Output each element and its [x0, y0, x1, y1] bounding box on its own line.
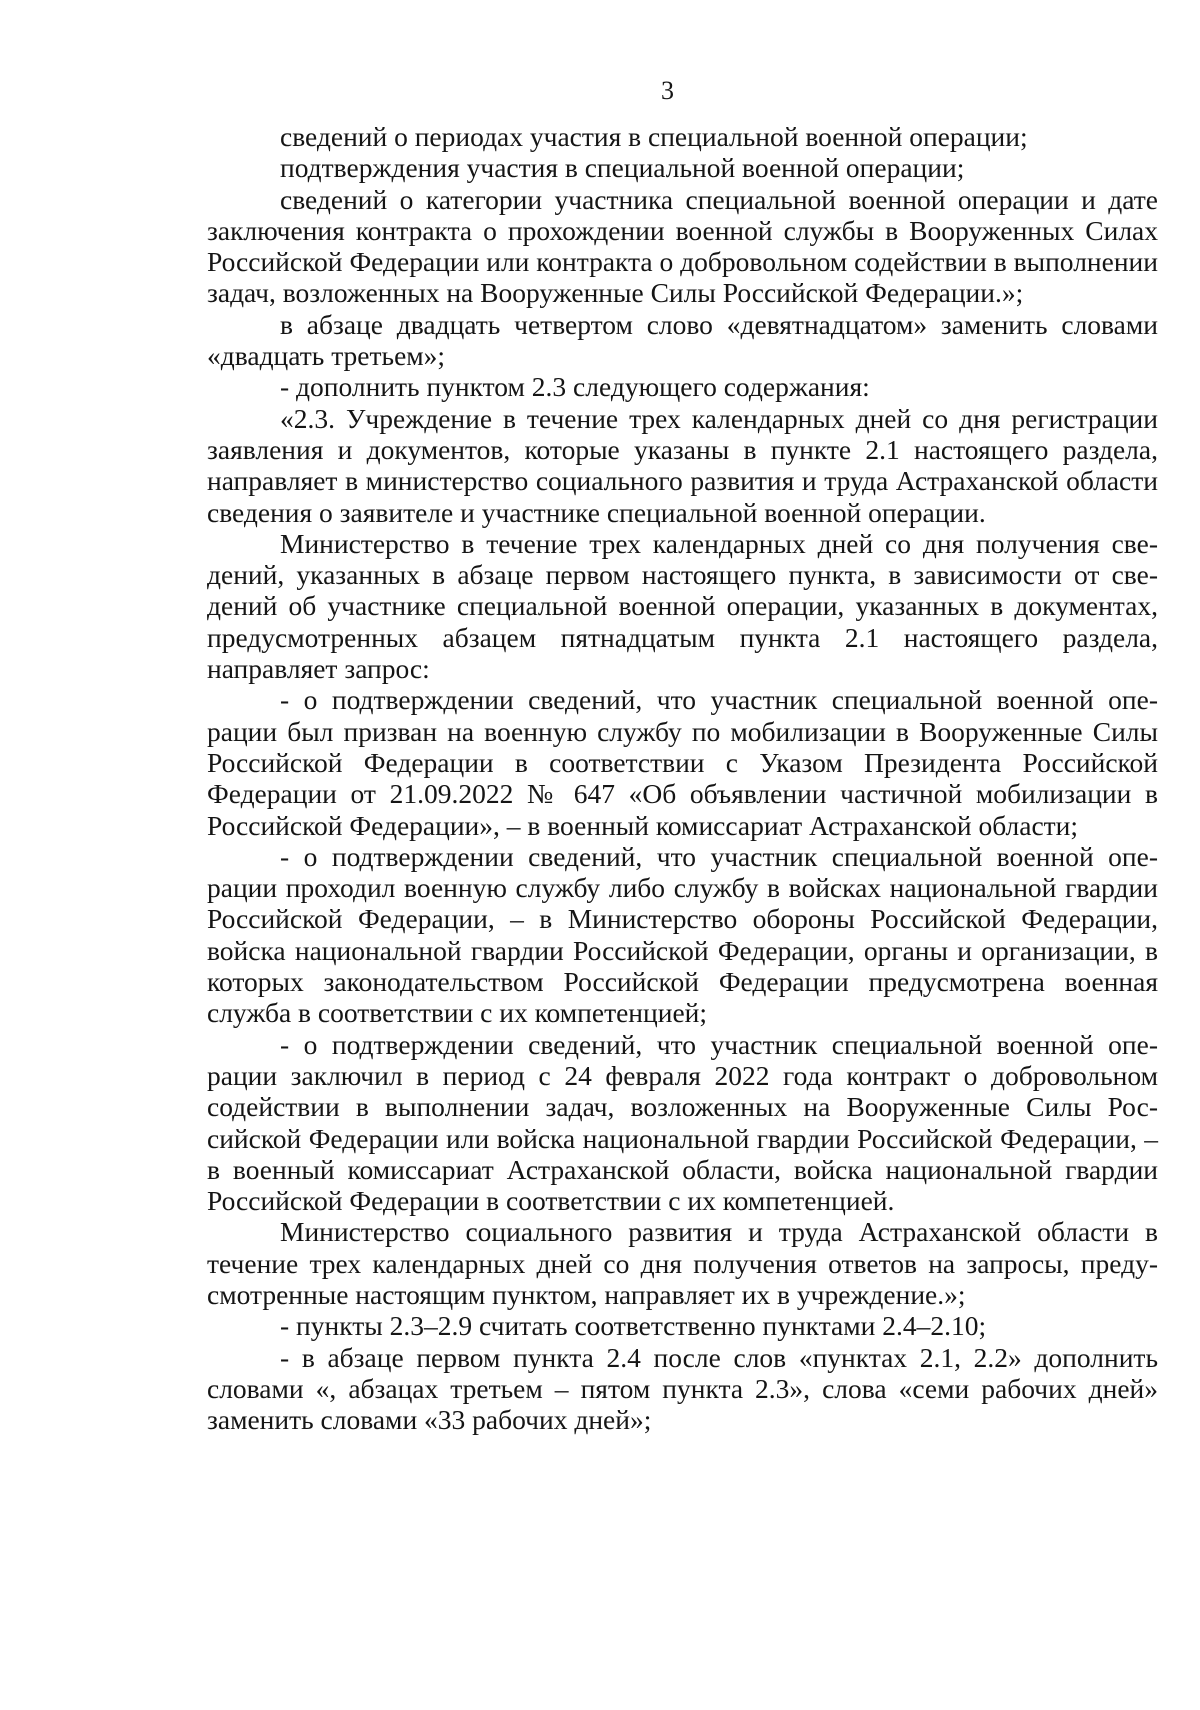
document-body: [207, 121, 1158, 1435]
paragraph: «2.3. Учреждение в течение трех календарных дней со дня регистрации заявления и документов, которые указаны в пункте 2.1 настоящего раздела, направляет в министерство социального развития и труда Астраханской области сведения о заявителе и участнике специальной военной операции.: [207, 402, 1158, 528]
paragraph: в абзаце двадцать четвертом слово «девятнадцатом» заменить словами «двадцать третьем»;: [207, 308, 1158, 372]
paragraph: - о подтверждении сведений, что участник специальной военной операции проходил военную службу либо службу в войсках национальной гвардии Российской Федерации, – в Министерство обороны Российской Федерации, войска национальной гвардии Российской Федерации, органы и организации, в которых законодательством Российской Федерации предусмотрена военная служба в соответствии с их компетенцией;: [207, 840, 1158, 1029]
paragraph: подтверждения участия в специальной военной операции;: [280, 152, 965, 184]
paragraph: - о подтверждении сведений, что участник специальной военной операции заключил в период с 24 февраля 2022 года контракт о добровольном содействии в выполнении задач, возложенных на Вооруженные Силы Российской Федерации или войска национальной гвардии Российской Федерации, – в военный комиссариат Астраханской области, войска национальной гвардии Российской Федерации в соответствии с их компетенцией.: [207, 1028, 1158, 1217]
paragraph: сведений о периодах участия в специальной военной операции;: [280, 121, 1028, 152]
paragraph: Министерство в течение трех календарных дней со дня получения сведений, указанных в абзаце первом настоящего пункта, в зависимости от сведений об участнике специальной военной операции, указанных в документах, предусмотренных абзацем пятнадцатым пункта 2.1 настоящего раздела, направляет запрос:: [207, 527, 1158, 685]
paragraph: - пункты 2.3–2.9 считать соответственно пунктами 2.4–2.10;: [280, 1310, 987, 1342]
page-number: 3: [661, 76, 674, 105]
paragraph: - о подтверждении сведений, что участник специальной военной операции был призван на военную службу по мобилизации в Вооруженные Силы Российской Федерации в соответствии с Указом Президента Российской Федерации от 21.09.2022 № 647 «Об объявлении частичной мобилизации в Российской Федерации», – в военный комиссариат Астраханской области;: [207, 684, 1158, 841]
paragraph: - дополнить пунктом 2.3 следующего содержания:: [280, 371, 870, 403]
paragraph: сведений о категории участника специальной военной операции и дате заключения контракта о прохождении военной службы в Вооруженных Силах Российской Федерации или контракта о добровольном содействии в выполнении задач, возложенных на Вооруженные Силы Российской Федерации.»;: [207, 183, 1158, 309]
paragraph: - в абзаце первом пункта 2.4 после слов «пунктах 2.1, 2.2» дополнить словами «, абзацах третьем – пятом пункта 2.3», слова «семи рабочих дней» заменить словами «33 рабочих дней»;: [207, 1341, 1158, 1436]
paragraph: Министерство социального развития и труда Астраханской области в течение трех календарных дней со дня получения ответов на запросы, предусмотренные настоящим пунктом, направляет их в учреждение.»;: [207, 1216, 1158, 1310]
